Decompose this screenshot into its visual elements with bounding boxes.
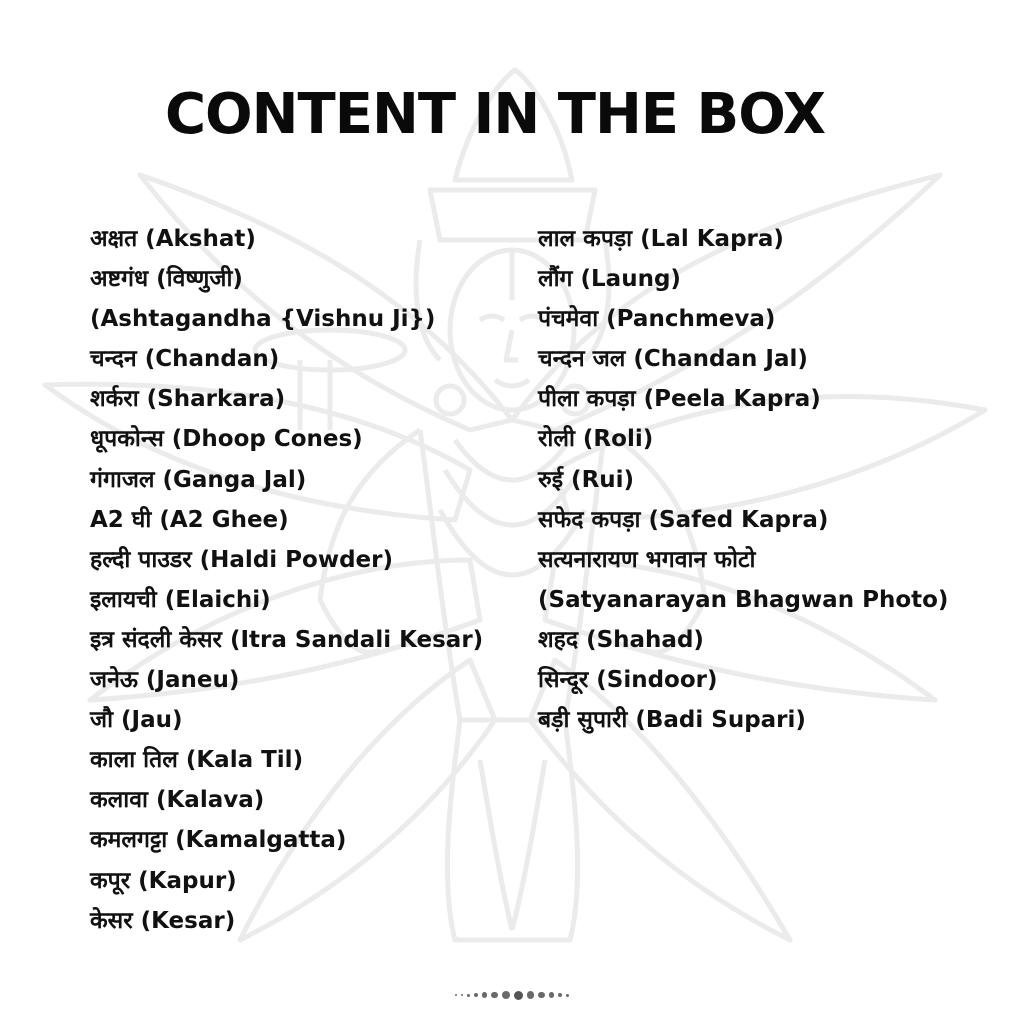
- list-item: रुई (Rui): [538, 466, 635, 493]
- list-item: बड़ी सुपारी (Badi Supari): [538, 707, 806, 734]
- list-item: अक्षत (Akshat): [90, 226, 256, 252]
- list-item: (Satyanarayan Bhagwan Photo): [538, 586, 949, 613]
- list-item: अष्टगंध (विष्णुजी): [90, 266, 243, 293]
- carousel-pagination-dots[interactable]: [0, 988, 1024, 1002]
- page-title: CONTENT IN THE BOX: [164, 82, 826, 147]
- pagination-dot[interactable]: [566, 994, 569, 997]
- list-item: इलायची (Elaichi): [90, 586, 271, 613]
- pagination-dot[interactable]: [491, 992, 498, 999]
- list-item: लौंग (Laung): [538, 266, 681, 293]
- list-item: A2 घी (A2 Ghee): [90, 506, 289, 533]
- pagination-dot[interactable]: [482, 992, 487, 997]
- pagination-dot[interactable]: [474, 993, 478, 997]
- contents-list-left-column: [90, 219, 510, 941]
- list-item: पीला कपड़ा (Peela Kapra): [538, 386, 821, 413]
- pagination-dot-active[interactable]: [514, 991, 523, 1000]
- list-item: चन्दन जल (Chandan Jal): [538, 346, 808, 373]
- list-item: सिन्दूर (Sindoor): [538, 667, 718, 694]
- list-item: चन्दन (Chandan): [90, 346, 280, 373]
- pagination-dot[interactable]: [461, 994, 463, 996]
- list-item: सत्यनारायण भगवान फोटो: [538, 546, 756, 573]
- list-item: जौ (Jau): [90, 707, 183, 734]
- list-item: रोली (Roli): [538, 426, 654, 453]
- pagination-dot[interactable]: [558, 993, 562, 997]
- pagination-dot[interactable]: [549, 992, 554, 997]
- list-item: गंगाजल (Ganga Jal): [90, 466, 307, 493]
- list-item: कलावा (Kalava): [90, 787, 265, 814]
- list-item: लाल कपड़ा (Lal Kapra): [538, 226, 784, 252]
- list-item: हल्दी पाउडर (Haldi Powder): [90, 546, 393, 573]
- list-item: केसर (Kesar): [90, 907, 236, 934]
- list-item: जनेऊ (Janeu): [90, 667, 240, 694]
- pagination-dot[interactable]: [527, 991, 535, 999]
- list-item: शर्करा (Sharkara): [90, 386, 286, 413]
- list-item: धूपकोन्स (Dhoop Cones): [90, 426, 363, 453]
- pagination-dot[interactable]: [502, 991, 510, 999]
- list-item: सफेद कपड़ा (Safed Kapra): [538, 506, 829, 533]
- list-item: (Ashtagandha {Vishnu Ji}): [90, 306, 436, 333]
- list-item: काला तिल (Kala Til): [90, 747, 304, 774]
- list-item: कपूर (Kapur): [90, 867, 237, 894]
- list-item: पंचमेवा (Panchmeva): [538, 306, 776, 333]
- contents-list-right-column: [538, 219, 998, 740]
- list-item: कमलगट्टा (Kamalgatta): [90, 827, 347, 854]
- list-item: इत्र संदली केसर (Itra Sandali Kesar): [90, 626, 484, 653]
- pagination-dot[interactable]: [467, 994, 470, 997]
- list-item: शहद (Shahad): [538, 626, 704, 653]
- pagination-dot[interactable]: [455, 994, 457, 996]
- pagination-dot[interactable]: [538, 992, 545, 999]
